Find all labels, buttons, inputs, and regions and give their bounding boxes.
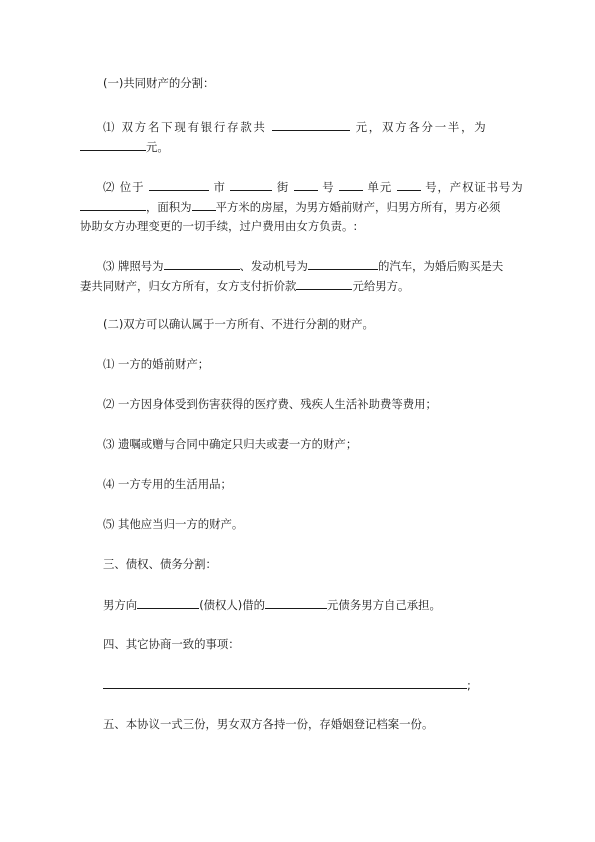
section5-text: 五、本协议一式三份，男女双方各持一份，存婚姻登记档案一份。 xyxy=(103,717,434,731)
blank-field xyxy=(149,178,209,191)
section1-item2-line3: 协助女方办理变更的一切手续，过户费用由女方负责。: xyxy=(80,219,358,233)
section2-item: ⑴ 一方的婚前财产； xyxy=(103,357,210,371)
blank-field xyxy=(339,178,363,191)
blank-field xyxy=(397,178,421,191)
section1-item2-line1: ⑵ 位于 市 街 号 单元 号，产权证书号为 xyxy=(103,180,524,194)
section1-item2-line2: ，面积为 平方米的房屋，为男方婚前财产，归男方所有，男方必须 xyxy=(80,198,595,215)
section4-blank-line: ; xyxy=(103,676,595,693)
section3-heading: 三、债权、债务分割： xyxy=(103,557,217,571)
blank-field xyxy=(103,676,467,689)
section2-item: ⑷ 一方专用的生活用品； xyxy=(103,477,232,491)
blank-field xyxy=(294,178,318,191)
section2-item: ⑵ 一方因身体受到伤害获得的医疗费、残疾人生活补助费等费用； xyxy=(103,397,437,411)
section2-heading: (二)双方可以确认属于一方所有、不进行分割的财产。 xyxy=(103,317,374,331)
blank-field xyxy=(230,178,272,191)
section2-item: ⑸ 其他应当归一方的财产。 xyxy=(103,517,244,531)
section1-item1-line1: ⑴ 双方名下现有银行存款共 元，双方各分一半，为 xyxy=(103,120,488,134)
blank-field xyxy=(272,118,350,131)
blank-field xyxy=(80,138,146,151)
blank-field xyxy=(137,596,199,609)
blank-field xyxy=(192,198,216,211)
section1-item3-line2: 妻共同财产，归女方所有，女方支付折价款 元给男方。 xyxy=(80,279,410,293)
section2-item: ⑶ 遗嘱或赠与合同中确定只归夫或妻一方的财产； xyxy=(103,437,358,451)
section4-heading: 四、其它协商一致的事项： xyxy=(103,637,240,651)
section1-item1-line2: 元。 xyxy=(80,138,595,155)
section1-heading: (一)共同财产的分割： xyxy=(103,76,215,90)
blank-field xyxy=(265,596,327,609)
blank-field xyxy=(296,277,352,290)
blank-field xyxy=(308,257,378,270)
section1-item3-line1: ⑶ 牌照号为 、发动机号为 的汽车，为婚后购买是夫 xyxy=(103,259,504,273)
section3-text: 男方向 (债权人)借的 元债务男方自己承担。 xyxy=(103,598,441,612)
blank-field xyxy=(80,198,146,211)
blank-field xyxy=(164,257,240,270)
